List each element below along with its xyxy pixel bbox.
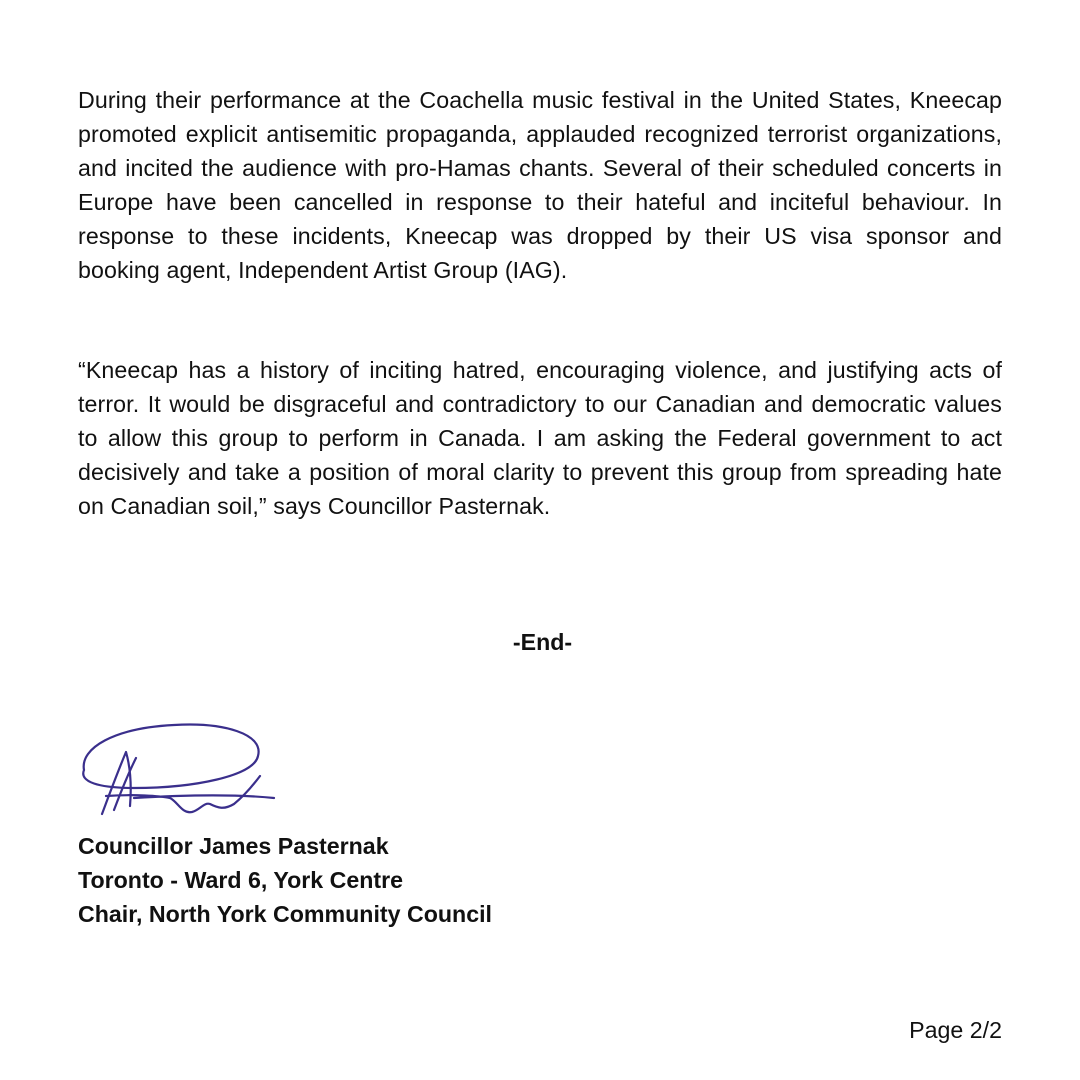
signature-block <box>78 829 492 931</box>
signature-baseline-stroke <box>106 776 260 812</box>
signature-letter-stroke-2 <box>114 758 136 810</box>
body-paragraph-coachella: During their performance at the Coachella music festival in the United States, Kneecap promoted explicit antisemitic propaganda, applauded recognized terrorist organizations, and incited the audience with pro-Hamas chants. Several of their scheduled concerts in Europe have been cancelled in response to their hateful and inciteful behaviour. In response to these incidents, Kneecap was dropped by their US visa sponsor and booking agent, Independent Artist Group (IAG). <box>78 87 1002 283</box>
signature-loop-stroke <box>83 725 258 788</box>
page-number: Page 2/2 <box>909 1017 1002 1043</box>
signatory-role: Chair, North York Community Council <box>78 901 492 927</box>
body-paragraph-quote: “Kneecap has a history of inciting hatred, encouraging violence, and justifying acts of terror. It would be disgraceful and contradictory to our Canadian and democratic values to allow this group to perform in Canada. I am asking the Federal government to act decisively and take a position of moral clarity to prevent this group from spreading hate on Canadian soil,” says Councillor Pasternak. <box>78 357 1002 519</box>
signatory-name: Councillor James Pasternak <box>78 833 389 859</box>
end-marker: -End- <box>512 629 573 655</box>
handwritten-signature <box>74 718 284 826</box>
signatory-ward: Toronto - Ward 6, York Centre <box>78 867 404 893</box>
